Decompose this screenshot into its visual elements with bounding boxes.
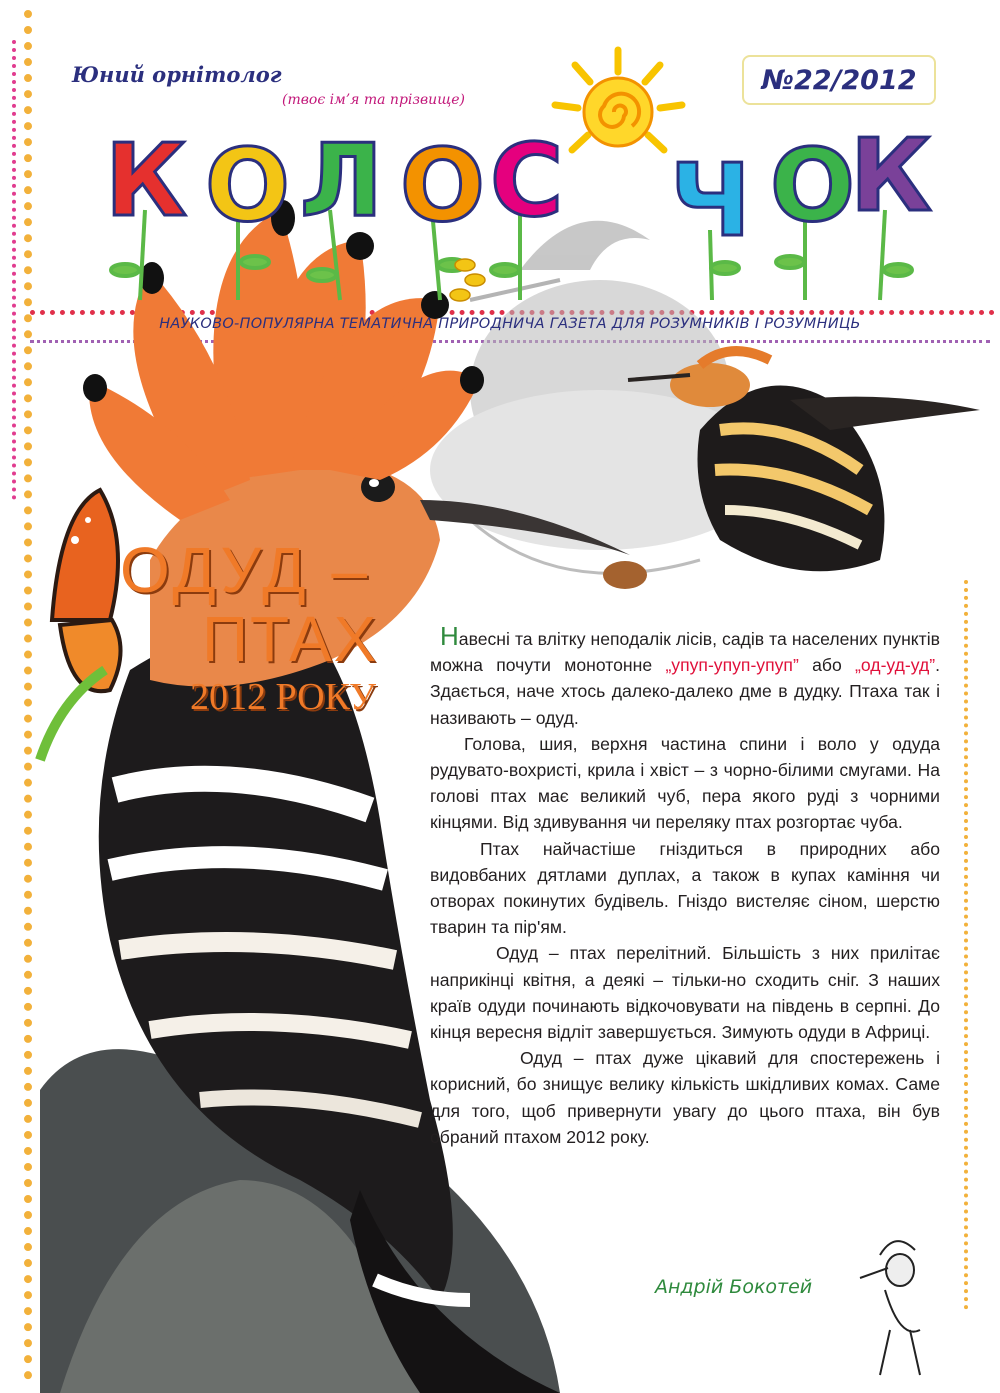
wheat-icon xyxy=(450,259,485,301)
masthead-letter: Ч xyxy=(670,142,751,259)
masthead-letter: С xyxy=(490,122,564,239)
drop-cap: Н xyxy=(440,621,459,651)
article-paragraph-1 xyxy=(430,623,940,731)
highlighted-call: „упуп-упуп-упуп” xyxy=(665,655,799,676)
paragraph-text: . Здається, наче хтось далеко-далеко дме в дудку. Птаха так і називають – одуд. xyxy=(430,655,940,728)
masthead-letter: О xyxy=(205,127,291,244)
article-paragraph-3: Птах найчастіше гніздиться в природних або видовбаних дятлами дуплах, а також в купах каміння чи отворах покинутих будівель. Гніздо вистеляє сіном, шерстю тварин та пір'ям. xyxy=(430,838,940,938)
headline-line-3: 2012 РОКУ xyxy=(190,676,377,718)
issue-number: №22/2012 xyxy=(761,64,917,96)
paragraph-text: авесні та влітку неподалік лісів, садів та населених пунктів можна почути монотонне xyxy=(430,629,940,676)
article-paragraph-2: Голова, шия, верхня частина спини і воло у одуда рудувато-вохристі, крила і хвіст – з чорно-білими смугами. На голові птах має великий чуб, пера якого руді з чорними кінцями. Від здивування чи переляку птах розгортає чуба. xyxy=(430,733,940,833)
article-paragraph-4: Одуд – птах перелітний. Більшість з них прилітає наприкінці квітня, а деякі – тільки-но сходить сніг. З наших країв одуди починають відкочовувати на південь в серпні. До кінця вересня відліт завершується. Зимують одуди в Африці. xyxy=(430,943,940,1043)
name-field-hint: (твоє ім’я та прізвище) xyxy=(282,92,465,108)
masthead-letter: Л xyxy=(300,122,384,239)
masthead-letter: О xyxy=(400,127,486,244)
paragraph-text: або xyxy=(798,655,856,676)
article-author: Андрій Бокотей xyxy=(655,1276,813,1298)
masthead-letter: О xyxy=(770,127,856,244)
highlighted-call: „од-уд-уд” xyxy=(855,655,936,676)
headline-line-1: ОДУД – xyxy=(120,534,371,606)
newspaper-tagline: НАУКОВО-ПОПУЛЯРНА ТЕМАТИЧНА ПРИРОДНИЧА ГАЗЕТА ДЛЯ РОЗУМНИКІВ І РОЗУМНИЦЬ xyxy=(159,316,861,332)
article-body xyxy=(430,623,940,1150)
masthead-logo xyxy=(0,0,1000,340)
butterfly-icon xyxy=(40,490,121,760)
masthead-letter: К xyxy=(850,117,932,234)
headline xyxy=(120,535,440,721)
headline-line-2: ПТАХ xyxy=(202,603,379,675)
cartoon-hoopoe-icon xyxy=(860,1241,920,1375)
article-paragraph-5: Одуд – птах дуже цікавий для спостережень і корисний, бо знищує велику кількість шкідливих комах. Саме для того, щоб привернути увагу до цього птаха, він був обраний птахом 2012 року. xyxy=(430,1048,940,1147)
masthead-letter: К xyxy=(105,122,187,239)
section-title: Юний орнітолог xyxy=(72,62,282,87)
